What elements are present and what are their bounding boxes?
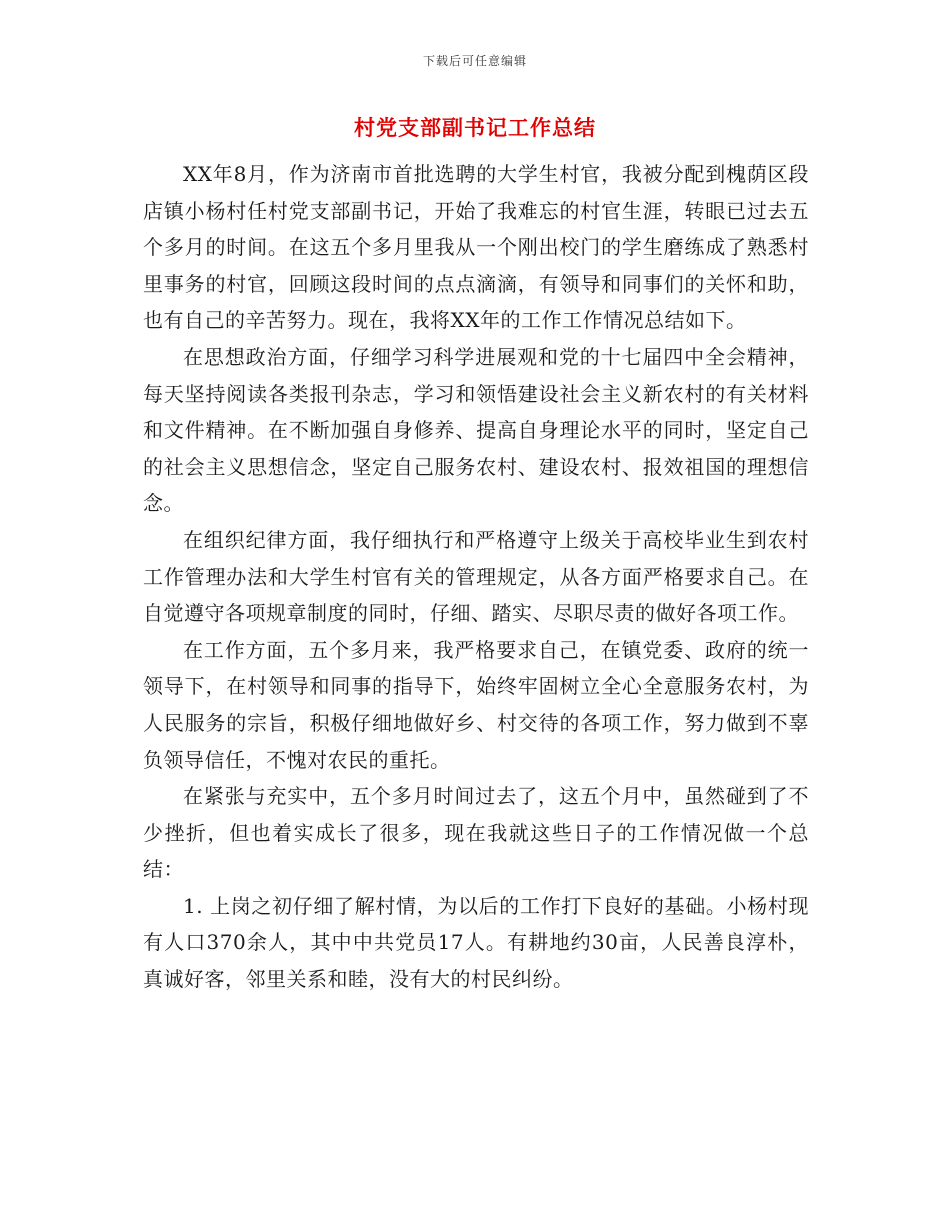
document-body	[143, 156, 809, 998]
page-header: 下载后可任意编辑	[422, 54, 527, 68]
document-title: 村党支部副书记工作总结	[354, 115, 596, 140]
paragraph-political-thought: 在思想政治方面，仔细学习科学进展观和党的十七届四中全会精神，每天坚持阅读各类报刊杂志，学习和领悟建设社会主义新农村的有关材料和文件精神。在不断加强自身修养、提高自身理论水平的同时，坚定自己的社会主义思想信念，坚定自己服务农村、建设农村、报效祖国的理想信念。	[143, 344, 809, 516]
paragraph-summary-lead: 在紧张与充实中，五个多月时间过去了，这五个月中，虽然碰到了不少挫折，但也着实成长了很多，现在我就这些日子的工作情况做一个总结：	[143, 784, 809, 882]
paragraph-intro: XX年8月，作为济南市首批选聘的大学生村官，我被分配到槐荫区段店镇小杨村任村党支部副书记，开始了我难忘的村官生涯，转眼已过去五个多月的时间。在这五个多月里我从一个刚出校门的学生磨练成了熟悉村里事务的村官，回顾这段时间的点点滴滴，有领导和同事们的关怀和助，也有自己的辛苦努力。现在，我将XX年的工作工作情况总结如下。	[143, 162, 809, 333]
paragraph-organizational-discipline: 在组织纪律方面，我仔细执行和严格遵守上级关于高校毕业生到农村工作管理办法和大学生村官有关的管理规定，从各方面严格要求自己。在自觉遵守各项规章制度的同时，仔细、踏实、尽职尽责的做好各项工作。	[143, 527, 809, 626]
paragraph-item-1: 1. 上岗之初仔细了解村情，为以后的工作打下良好的基础。小杨村现有人口370余人，其中中共党员17人。有耕地约30亩，人民善良淳朴，真诚好客，邻里关系和睦，没有大的村民纠纷。	[143, 893, 809, 992]
paragraph-work: 在工作方面，五个多月来，我严格要求自己，在镇党委、政府的统一领导下，在村领导和同事的指导下，始终牢固树立全心全意服务农村，为人民服务的宗旨，积极仔细地做好乡、村交待的各项工作，努力做到不辜负领导信任，不愧对农民的重托。	[143, 637, 809, 772]
